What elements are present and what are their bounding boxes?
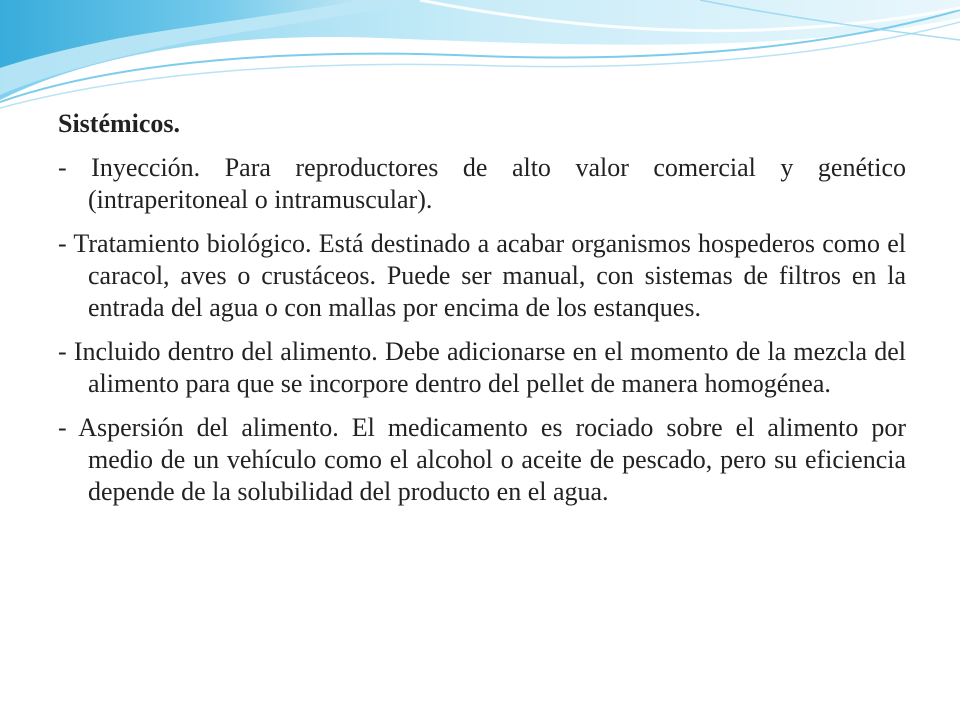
slide-body <box>58 108 906 520</box>
section-heading: Sistémicos. <box>58 109 181 138</box>
list-item-tratamiento-biologico: - Tratamiento biológico. Está destinado a acabar organismos hospederos como el caracol, aves o crustáceos. Puede ser manual, con sistemas de filtros en la entrada del agua o con mallas por encima de los estanques. <box>58 229 906 322</box>
list-item-incluido-alimento: - Incluido dentro del alimento. Debe adicionarse en el momento de la mezcla del alimento para que se incorpore dentro del pellet de manera homogénea. <box>58 337 906 398</box>
list-item-aspersion-alimento: - Aspersión del alimento. El medicamento es rociado sobre el alimento por medio de un vehículo como el alcohol o aceite de pescado, pero su eficiencia depende de la solubilidad del producto en el agua. <box>58 413 906 506</box>
list-item-inyeccion: - Inyección. Para reproductores de alto valor comercial y genético (intraperitoneal o intramuscular). <box>58 153 906 214</box>
